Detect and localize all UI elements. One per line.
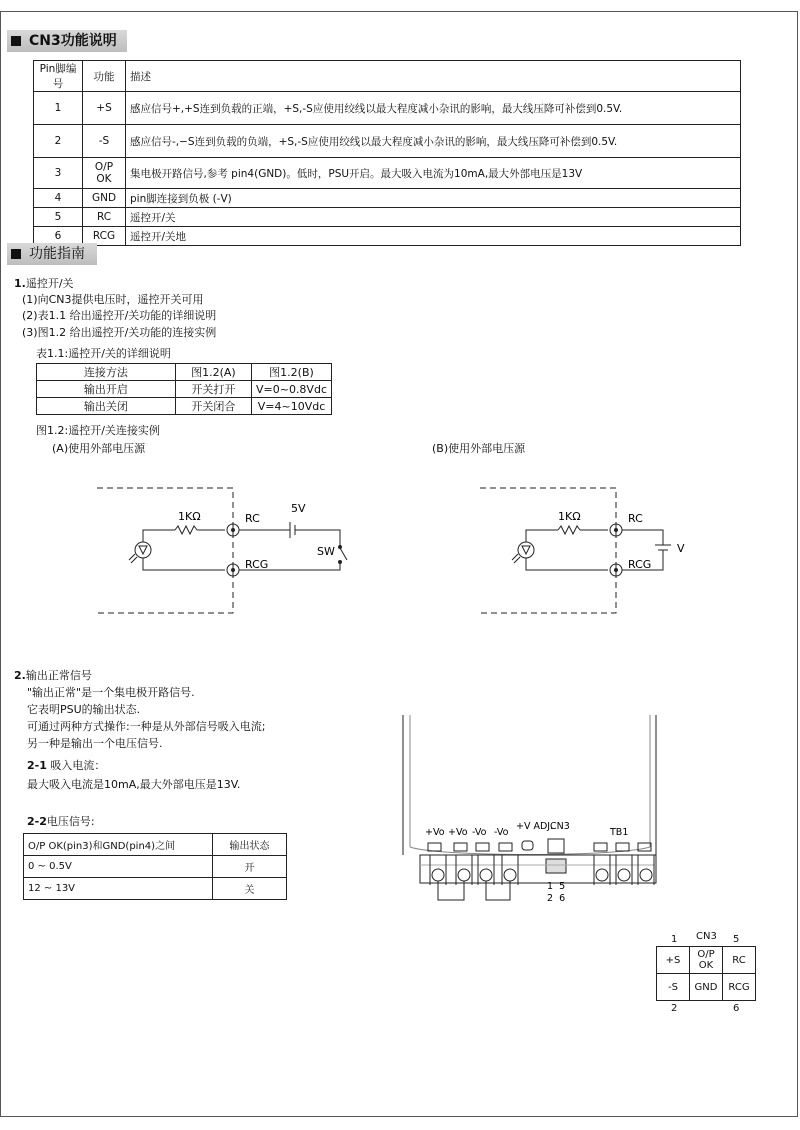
rc-label: RC (628, 512, 643, 525)
terminal-label: -Vo (494, 827, 509, 838)
cn3-label: CN3 (550, 821, 570, 832)
vadj-label: +V ADJ. (516, 821, 554, 832)
pinmap-bottom-right: 6 (733, 1003, 740, 1014)
table-1-1 (36, 363, 332, 415)
section-header-guide (7, 243, 97, 265)
header-pin: Pin脚编号 (34, 61, 83, 92)
square-bullet-icon (11, 249, 21, 259)
table-row: 1 +S 感应信号+,+S连到负载的正端，+S,-S应使用绞线以最大程度减小杂讯的影响，最大线压降可补偿到0.5V. (34, 92, 741, 125)
table-row: 5 RC 遥控开/关 (34, 208, 741, 227)
table-row: O/P OK(pin3)和GND(pin4)之间 输出状态 (24, 834, 287, 856)
pinmap-top-left: 1 (671, 934, 678, 945)
circuit-b-diagram (478, 478, 718, 618)
table-row: +S O/P OK RC (657, 947, 756, 974)
pins-bottom-label: 2 6 (547, 893, 566, 904)
cn3-pin-map (656, 946, 756, 1001)
table11-title: 表1.1:遥控开/关的详细说明 (36, 347, 171, 360)
resistor-label: 1KΩ (178, 510, 201, 523)
sub1-text: 最大吸入电流是10mA,最大外部电压是13V. (27, 778, 241, 791)
resistor-label: 1KΩ (558, 510, 581, 523)
tb1-label: TB1 (610, 827, 629, 838)
sub2-heading: 2-2电压信号: (27, 815, 95, 828)
guide1-item: (3)图1.2 给出遥控开/关功能的连接实例 (22, 326, 217, 339)
terminal-label: +Vo (425, 827, 445, 838)
figA-title: (A)使用外部电压源 (52, 442, 146, 455)
rc-label: RC (245, 512, 260, 525)
pinmap-bottom-left: 2 (671, 1003, 678, 1014)
table-row: 连接方法 图1.2(A) 图1.2(B) (37, 364, 332, 381)
guide2-line: 可通过两种方式操作:一种是从外部信号吸入电流; (27, 720, 266, 733)
section-header-cn3 (7, 30, 127, 52)
voltage-label: 5V (291, 502, 306, 515)
table-row: 4 GND pin脚连接到负极 (-V) (34, 189, 741, 208)
fig12-title: 图1.2:遥控开/关连接实例 (36, 424, 160, 437)
voltage-signal-table (23, 833, 287, 900)
guide2-line: 它表明PSU的输出状态. (27, 703, 141, 716)
square-bullet-icon (11, 36, 21, 46)
psu-terminal-diagram (398, 715, 664, 905)
guide2-line: "输出正常"是一个集电极开路信号. (27, 686, 195, 699)
table-row: 6 RCG 遥控开/关地 (34, 227, 741, 246)
guide1-item: (2)表1.1 给出遥控开/关功能的详细说明 (22, 309, 217, 322)
table-row: 输出关闭 开关闭合 V=4~10Vdc (37, 398, 332, 415)
table-row: 2 -S 感应信号-,−S连到负载的负端，+S,-S应使用绞线以最大程度减小杂讯的影响，最大线压降可补偿到0.5V. (34, 125, 741, 158)
pinmap-top-right: 5 (733, 934, 740, 945)
voltage-label: V (677, 542, 685, 555)
sub1-heading: 2-1 吸入电流： (27, 759, 106, 772)
figB-title: (B)使用外部电压源 (432, 442, 526, 455)
rcg-label: RCG (245, 558, 269, 571)
circuit-a-diagram (95, 478, 375, 618)
section-title: CN3功能说明 (29, 33, 117, 49)
table-row: 12 ~ 13V 关 (24, 878, 287, 900)
table-row: 输出开启 开关打开 V=0~0.8Vdc (37, 381, 332, 398)
section-title: 功能指南 (29, 246, 85, 262)
pins-top-label: 1 5 (547, 881, 566, 892)
terminal-label: +Vo (448, 827, 468, 838)
header-function: 功能 (83, 61, 126, 92)
table-row: 0 ~ 0.5V 开 (24, 856, 287, 878)
guide1-heading: 1.遥控开/关 (14, 277, 74, 290)
header-description: 描述 (126, 61, 741, 92)
rcg-label: RCG (628, 558, 652, 571)
table-row: -S GND RCG (657, 974, 756, 1001)
guide2-line: 另一种是输出一个电压信号. (27, 737, 163, 750)
switch-label: SW (317, 545, 335, 558)
guide1-item: (1)向CN3提供电压时，遥控开关可用 (22, 293, 204, 306)
guide2-heading: 2.输出正常信号 (14, 669, 92, 682)
table-row: 3 O/P OK 集电极开路信号,参考 pin4(GND)。低时，PSU开启。最大吸入电流为10mA,最大外部电压是13V (34, 158, 741, 189)
pinmap-title: CN3 (696, 931, 717, 942)
terminal-label: -Vo (472, 827, 487, 838)
cn3-function-table (33, 60, 741, 246)
